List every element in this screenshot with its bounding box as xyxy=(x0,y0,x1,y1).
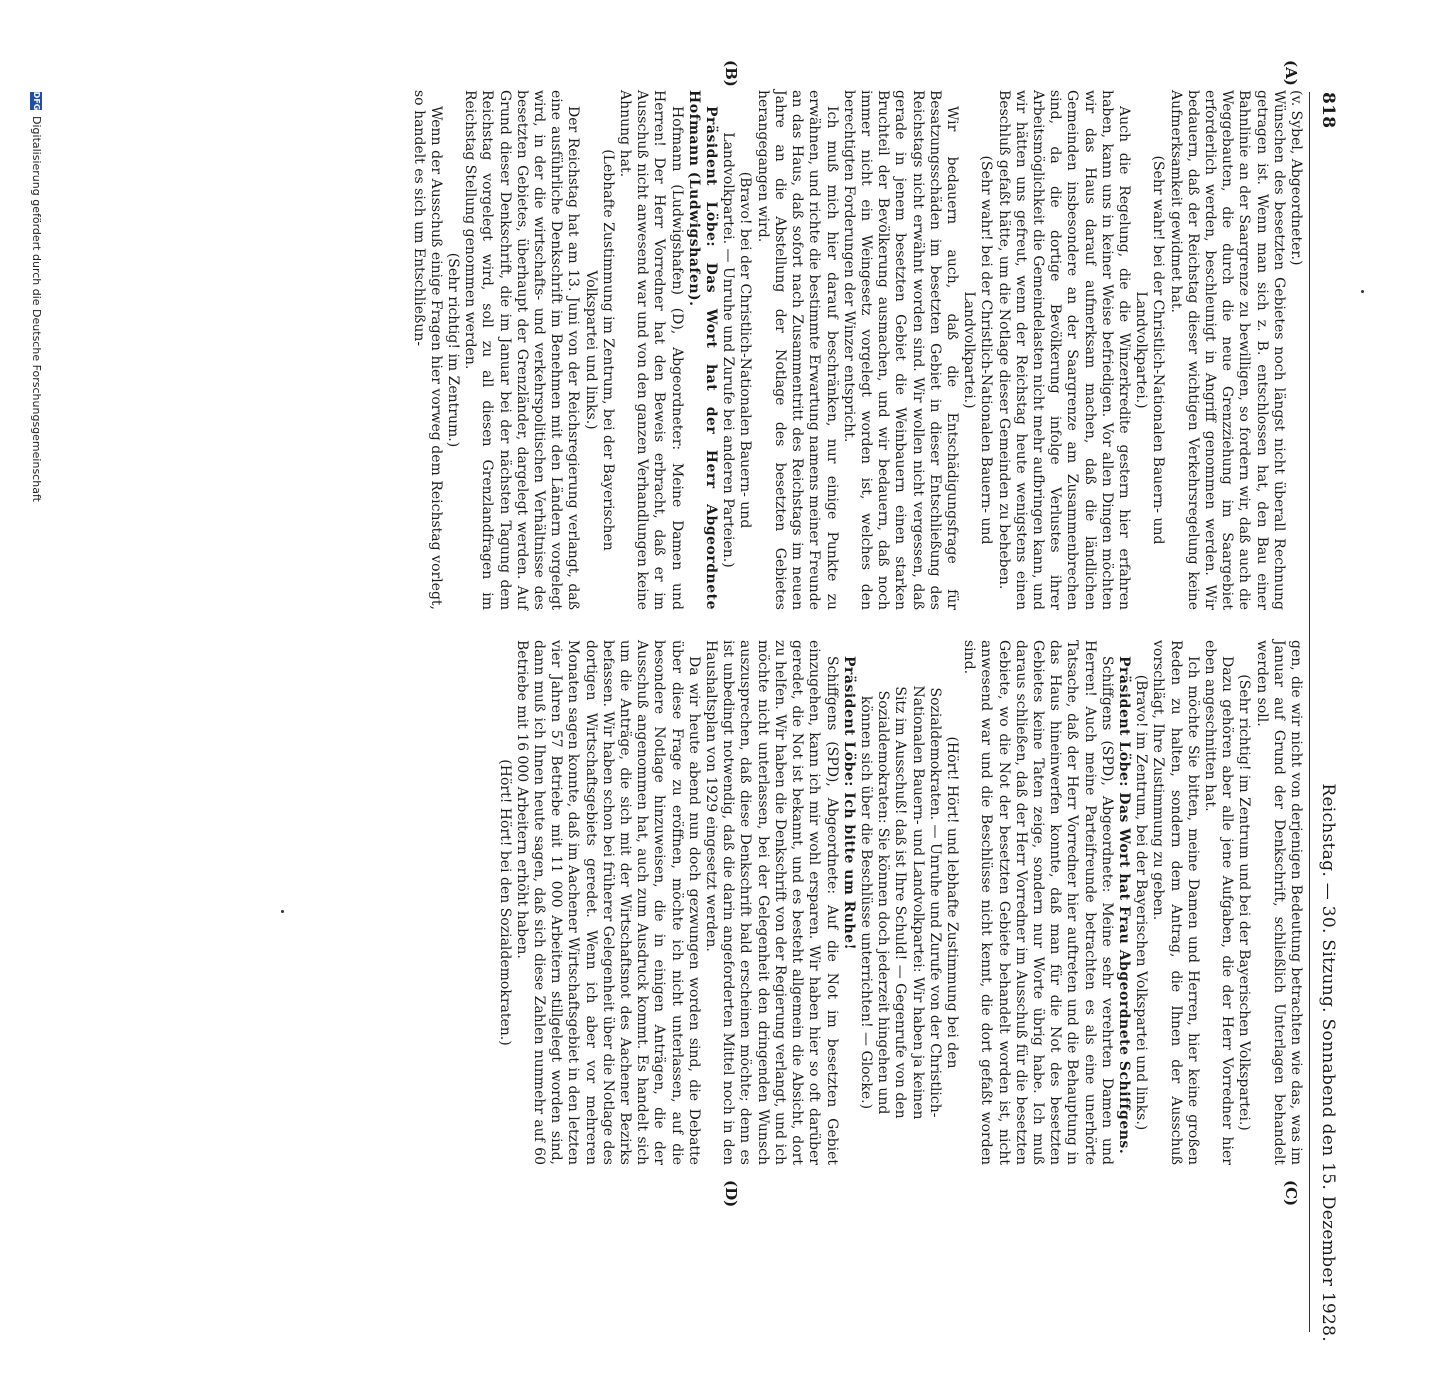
paragraph: Dazu gehören aber alle jene Aufgaben, die der Herr Vorredner hier eben angeschnitten hat. xyxy=(1201,640,1236,1165)
paragraph: Der Reichstag hat am 13. Juni von der Reichsregierung verlangt, daß eine ausführliche Denkschrift im Benehmen mit den Ländern vorgelegt wird, in der die wirtschafts- und verkehrspolitischen Verhältnisse des besetzten Gebietes, überhaupt der Grenzländer, dargelegt werden. Auf Grund dieser Denkschrift, die im Januar bei der nächsten Tagung dem Reichstag vorgelegt wird, soll zu all diesen Grenzlandfragen im Reichstag Stellung genommen werden. xyxy=(462,90,582,610)
page-number: 818 xyxy=(1318,92,1338,129)
margin-marker-d: (D) xyxy=(722,1180,740,1208)
paragraph: Ich möchte Sie bitten, meine Damen und Herren, hier keine großen Reden zu halten, sondern dem Antrag, die Ihnen der Ausschuß vorschlägt, Ihre Zustimmung zu geben. xyxy=(1150,640,1201,1165)
interjection: (Bravo! im Zentrum, bei der Bayerischen Volkspartei und links.) xyxy=(1133,674,1150,1131)
header-rule xyxy=(1309,92,1310,1332)
interjection: (Hört! Hört! und lebhafte Zustimmung bei den Sozialdemokraten. — Unruhe und Zurufe von der Christlich-Nationalen Bauern- und Landvolkpartei: Wir haben ja keinen Sitz im Ausschuß! daß ist Ihre Schuld! — Gegenrufe von den Sozialdemokraten: Sie können doch jederzeit hingehen und können sich über die Beschlüsse unterrichten! — Glocke.) xyxy=(857,685,960,1120)
paragraph: Da wir heute abend nun doch gezwungen worden sind, die Debatte über diese Frage zu eröffnen, möchte ich nicht unterlassen, auf die besondere Notlage hinzuweisen, die in einigen Anträgen, die der Ausschuß angenommen hat, auch zum Ausdruck kommt. Es handelt sich um die Anträge, die sich mit der Wirtschaftsnot des Aachener Bezirks befassen. Wir haben schon bei früherer Gelegenheit über die Notlage des dortigen Wirtschaftsgebiets geredet. Wenn ich aber vor mehreren Monaten sagen konnte, daß im Aachener Wirtschaftsgebiet in den letzten vier Jahren 57 Betriebe mit 11 000 Arbeitern stillgelegt worden sind, dann muß ich Ihnen heute sagen, daß sich diese Zahlen nunmehr auf 60 Betriebe mit 16 000 Arbeitern erhöht haben. xyxy=(513,640,702,1165)
running-title: Reichstag. — 30. Sitzung. Sonnabend den 15. Dezember 1928. xyxy=(1318,783,1338,1342)
margin-marker-c: (C) xyxy=(1282,1180,1300,1207)
interjection: (Sehr richtig! im Zentrum und bei der Bayerischen Volkspartei.) xyxy=(1236,674,1253,1131)
speaker-line: Präsident Löbe: Das Wort hat Frau Abgeordnete Schiffgens. xyxy=(1115,656,1132,1155)
scan-speck xyxy=(281,910,284,913)
paragraph: Wir bedauern auch, daß die Entschädigungsfrage für Besatzungsschäden im besetzten Gebiet in dieser Entschließung des Reichstags nicht erwähnt worden sind. Wir wollen nicht vergessen, daß gerade in jenem besetzten Gebiet die Weinbauern einen starken Bruchteil der Bevölkerung ausmachen, und wir bedauern, daß noch immer nicht ein Weingesetz vorgelegt worden ist, welches den berechtigten Forderungen der Winzer entspricht. xyxy=(840,90,960,610)
interjection: (Lebhafte Zustimmung im Zentrum, bei der Bayerischen Volkspartei und links.) xyxy=(582,149,616,551)
paragraph: Wünschen des besetzten Gebietes noch längst nicht überall Rechnung getragen ist. Wenn man sich z. B. entschlossen hat, den Bau einer Bahnlinie an der Saargrenze zu bewilligen, so fordern wir, daß auch die Weggebauten, die durch die neue Grenzziehung im Saargebiet erforderlich werden, beschleunigt in Angriff genommen werden. Wir bedauern, daß der Reichstag dieser wichtigen Verkehrsregelung keine Aufmerksamkeit gewidmet hat. xyxy=(1167,90,1287,610)
speaker-line: Präsident Löbe: Ich bitte um Ruhe! xyxy=(840,656,857,951)
speaker-paragraph: Schiffgens (SPD), Abgeordnete: Auf die Not im besetzten Gebiet einzugehen, kann ich mir wohl ersparen. Wir haben hier so oft darüber geredet, die Not ist bekannt, und es besteht allgemein die Absicht, dort zu helfen. Wir haben die Denkschrift von der Regierung verlangt, und ich möchte nicht unterlassen, bei der Gelegenheit den dringenden Wunsch auszusprechen, daß diese Denkschrift bald erscheinen möchte; denn es ist unbedingt notwendig, daß die darin angeforderten Mittel noch in den Haushaltsplan von 1929 eingesetzt werden. xyxy=(703,640,840,1165)
left-column xyxy=(409,90,1304,610)
speaker-paragraph: Hofmann (Ludwigshafen) (D), Abgeordneter: Meine Damen und Herren! Der Herr Vorredner hat den Beweis erbracht, daß er im Ausschuß nicht anwesend war und von den ganzen Verhandlungen keine Ahnung hat. xyxy=(617,90,685,610)
interjection: (Sehr wahr! bei der Christlich-Nationalen Bauern- und Landvolkpartei.) xyxy=(961,155,995,545)
speaker-paragraph: Schiffgens (SPD), Abgeordnete: Meine sehr verehrten Damen und Herren! Auch meine Parteifreunde betrachten es als eine unerhörte Tatsache, daß der Herr Vorredner hier auftreten und die Behauptung in das Haus hineinwerfen konnte, daß man für die Not des besetzten Gebietes keine Taten zeige, sondern nur Worte übrig habe. Ich muß daraus schließen, daß der Herr Vorredner im Ausschuß für die besetzten Gebiete, wo die Not der besetzten Gebiete behandelt worden ist, nicht anwesend war und die Beschlüsse nicht kennt, die dort gefaßt worden sind. xyxy=(961,640,1115,1165)
paragraph: gen, die wir nicht von derjenigen Bedeutung betrachten wie das, was im Januar auf Grund der Denkschrift, schließlich Unterlagen behandelt werden soll. xyxy=(1253,640,1304,1165)
digitization-credit xyxy=(30,92,43,1392)
page-header xyxy=(1318,92,1338,1342)
paragraph: (v. Sybel, Abgeordneter.) xyxy=(1288,90,1304,266)
credit-text: Digitalisierung gefördert durch die Deutsche Forschungsgemeinschaft xyxy=(30,116,43,502)
scan-speck xyxy=(1361,290,1364,293)
interjection: (Hört! Hört! bei den Sozialdemokraten.) xyxy=(496,759,513,1046)
dfg-logo-icon: DFG xyxy=(32,91,41,111)
paragraph: Auch die Regelung, die die Winzerkredite gestern hier erfahren haben, kann uns in keiner Weise befriedigen. Vor allen Dingen möchten wir das Haus darauf aufmerksam machen, daß die ländlichen Gemeinden insbesondere an der Saargrenze am Zusammenbrechen sind, da die dortige Bevölkerung infolge Verlustes ihrer Arbeitsmöglichkeit die Gemeindelasten nicht mehr aufbringen kann, und wir hätten uns gefreut, wenn der Reichstag heute wenigstens einen Beschluß gefaßt hätte, um die Notlage dieser Gemeinden zu beheben. xyxy=(995,90,1132,610)
right-column xyxy=(495,640,1304,1165)
interjection: (Sehr richtig! im Zentrum.) xyxy=(445,252,462,448)
interjection: (Bravo! bei der Christlich-Nationalen Bauern- und Landvolkpartei. — Unruhe und Zurufe bei anderen Parteien.) xyxy=(720,132,754,568)
margin-marker-a: (A) xyxy=(1282,60,1300,86)
paragraph: Wenn der Ausschuß einige Fragen hier vorweg dem Reichstag vorlegt, so handelt es sich um Entschließun- xyxy=(410,90,444,610)
margin-marker-b: (B) xyxy=(722,60,740,87)
interjection: (Sehr wahr! bei der Christlich-Nationalen Bauern- und Landvolkpartei.) xyxy=(1133,155,1167,545)
paragraph: Ich muß mich hier darauf beschränken, nur einige Punkte zu erwähnen, und richte die bestimmte Erwartung namens meiner Freunde an das Haus, daß sofort nach Zusammentritt des Reichstags im neuen Jahre an die Abstellung der Notlage des besetzten Gebietes herangegangen wird. xyxy=(754,90,840,610)
speaker-line: Präsident Löbe: Das Wort hat der Herr Abgeordnete Hofmann (Ludwigshafen). xyxy=(685,90,720,610)
